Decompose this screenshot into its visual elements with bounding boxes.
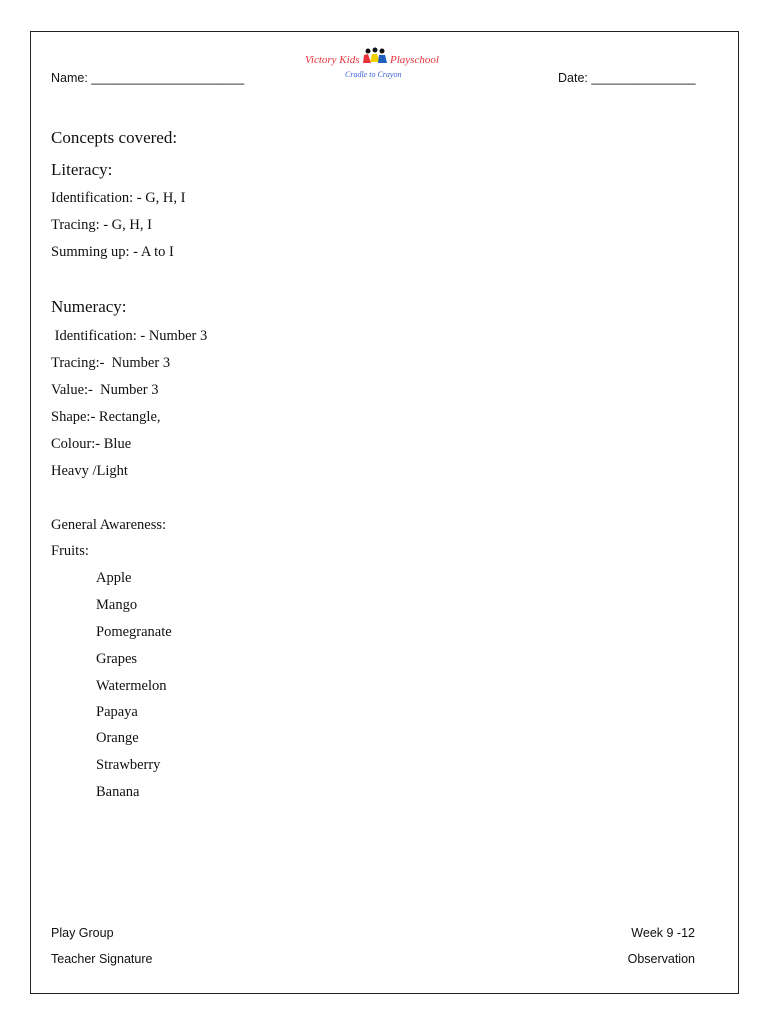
fruit-item: Banana	[96, 784, 140, 800]
fruit-item: Apple	[96, 570, 132, 586]
literacy-item: Summing up: - A to I	[51, 244, 174, 260]
numeracy-item: Colour:- Blue	[51, 436, 132, 452]
numeracy-item: Shape:- Rectangle,	[51, 409, 161, 425]
footer-week: Week 9 -12	[631, 926, 695, 940]
numeracy-item: Identification: - Number 3	[51, 328, 208, 344]
numeracy-item: Tracing:- Number 3	[51, 355, 171, 371]
numeracy-item: Value:- Number 3	[51, 382, 159, 398]
concepts-heading: Concepts covered:	[51, 128, 178, 147]
literacy-item: Identification: - G, H, I	[51, 190, 186, 206]
svg-text:Playschool: Playschool	[390, 54, 439, 66]
literacy-heading: Literacy:	[51, 160, 113, 179]
fruit-item: Papaya	[96, 704, 138, 720]
svg-text:Cradle to Crayon: Cradle to Crayon	[345, 70, 402, 79]
name-field-label: Name: ______________________	[51, 71, 245, 85]
numeracy-heading: Numeracy:	[51, 297, 127, 316]
fruit-item: Watermelon	[96, 678, 167, 694]
numeracy-item: Heavy /Light	[51, 463, 128, 479]
fruit-item: Grapes	[96, 651, 138, 667]
page-border	[30, 31, 739, 994]
svg-text:Victory Kids: Victory Kids	[305, 54, 360, 66]
general-awareness-heading: General Awareness:	[51, 517, 167, 533]
fruit-item: Strawberry	[96, 757, 161, 773]
footer-group: Play Group	[51, 926, 114, 940]
fruits-label: Fruits:	[51, 543, 89, 559]
fruit-item: Mango	[96, 597, 138, 613]
fruit-item: Pomegranate	[96, 624, 172, 640]
footer-teacher-signature: Teacher Signature	[51, 952, 153, 966]
date-field-label: Date: _______________	[558, 71, 696, 85]
literacy-item: Tracing: - G, H, I	[51, 217, 152, 233]
footer-observation: Observation	[627, 952, 695, 966]
fruit-item: Orange	[96, 730, 139, 746]
school-logo	[305, 46, 440, 86]
